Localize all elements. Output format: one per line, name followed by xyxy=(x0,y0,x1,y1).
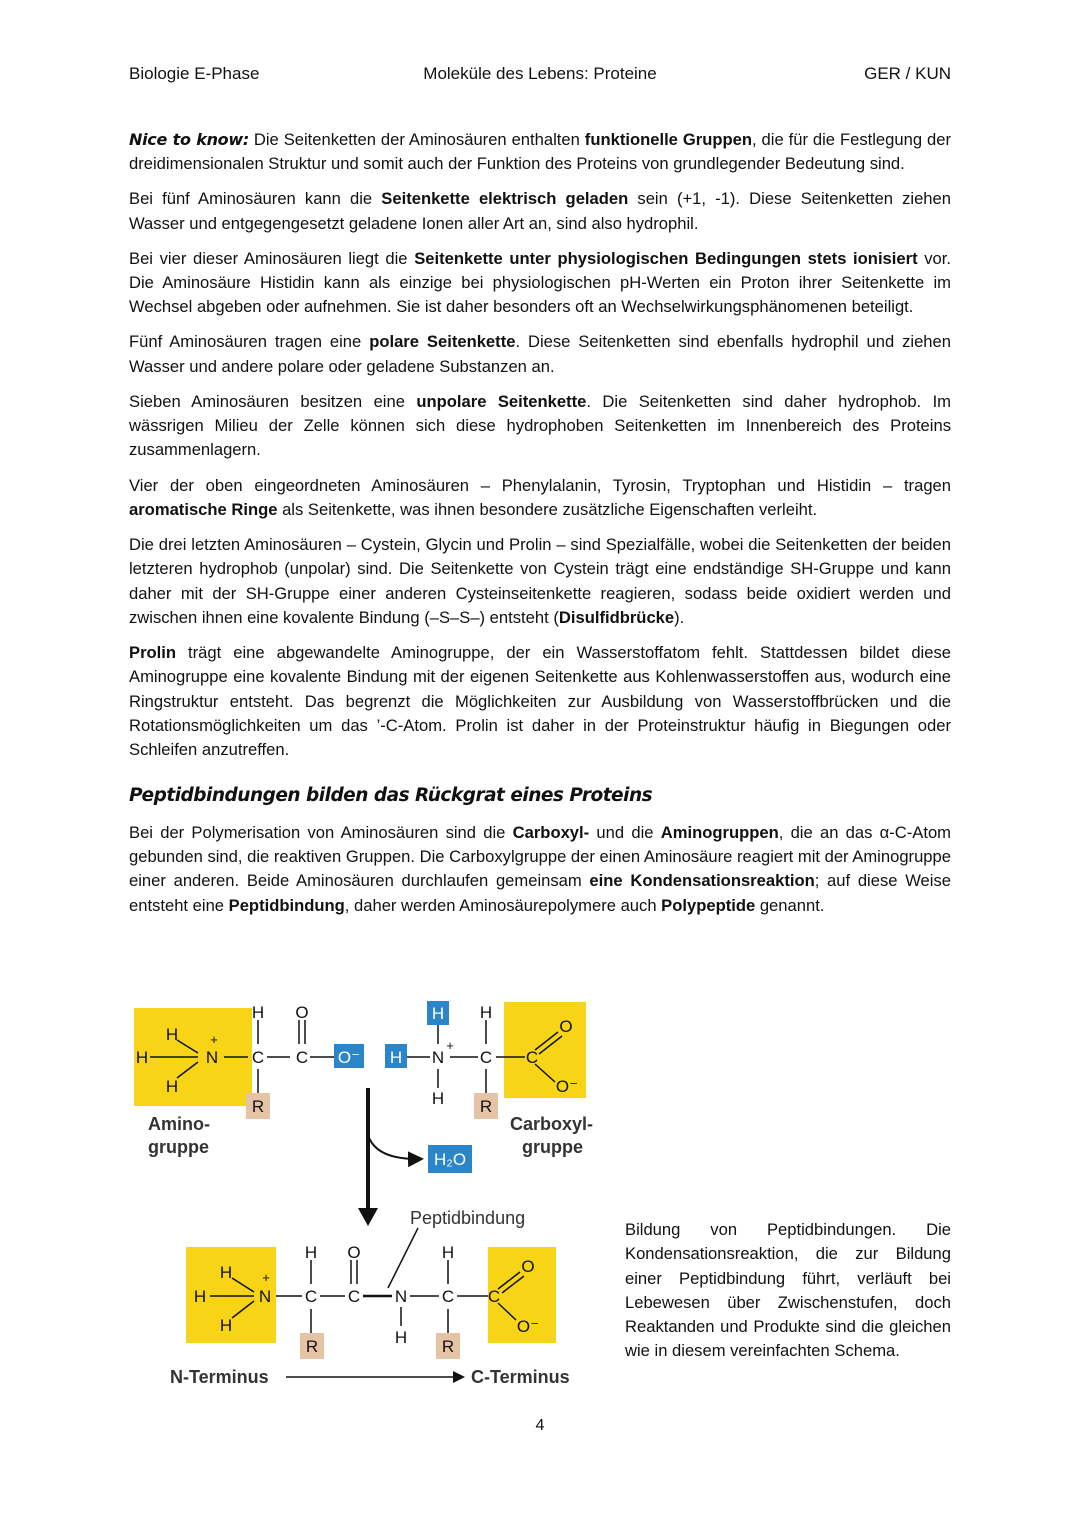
atom-h-nterm-bottom: H xyxy=(219,1316,233,1335)
paragraph-ionized: Bei vier dieser Aminosäuren liegt die Seitenkette unter physiologischen Bedingungen stets ionisiert vor. Die Aminosäure Histidin kann als einzige bei physiologischen pH-Werten ein Proton ihrer Seitenkette im Wechsel abgeben oder aufnehmen. Sie ist daher besonders oft an Wechselwirkungsphänomenen beteiligt. xyxy=(129,248,951,317)
atom-h-amino-left: H xyxy=(135,1048,149,1067)
peptide-diagram-svg xyxy=(130,1000,610,1400)
page-number: 4 xyxy=(535,1417,545,1434)
amino-label-line-1: Amino- xyxy=(148,1114,210,1134)
water-release-arrow xyxy=(368,1135,420,1159)
main-text xyxy=(129,128,951,929)
atom-h-nterm-top: H xyxy=(219,1263,233,1282)
atom-n-amino-2: N xyxy=(431,1048,445,1067)
n-terminus-label: N-Terminus xyxy=(170,1367,269,1387)
charge-plus-nterm: + xyxy=(262,1270,270,1285)
atom-h-amino-top: H xyxy=(165,1025,179,1044)
figure-caption: Bildung von Peptidbindungen. Die Kondensationsreaktion, die zur Bildung einer Peptidbindung führt, verläuft bei Lebewesen über Zwischenstufen, doch Reaktanden und Produkte sind die gleichen wie in diesem vereinfachten Schema. xyxy=(625,1220,951,1361)
paragraph-peptide-bond: Bei der Polymerisation von Aminosäuren sind die Carboxyl- und die Aminogruppen, die an das α-C-Atom gebunden sind, die reaktiven Gruppen. Die Carboxylgruppe der einen Aminosäure reagiert mit der Aminogruppe einer anderen. Beide Aminosäuren durchlaufen gemeinsam eine Kondensationsreaktion; auf diese Weise entsteht eine Peptidbindung, daher werden Aminosäurepolymere auch Polypeptide genannt. xyxy=(129,822,951,915)
atom-h-alpha-2: H xyxy=(479,1003,493,1022)
paragraph-aromatic: Vier der oben eingeordneten Aminosäuren – Phenylalanin, Tyrosin, Tryptophan und Histidin – tragen aromatische Ringe als Seitenkette, was ihnen besondere zusätzliche Eigenschaften verleiht. xyxy=(129,475,951,519)
paragraph-charged: Bei fünf Aminosäuren kann die Seitenkette elektrisch geladen sein (+1, -1). Diese Seitenketten ziehen Wasser und entgegengesetzt geladene Ionen aller Art an, sind also hydrophil. xyxy=(129,189,951,233)
atom-h-amino-bottom: H xyxy=(165,1077,179,1096)
atom-n-peptide: N xyxy=(394,1287,408,1306)
paragraph-polar: Fünf Aminosäuren tragen eine polare Seitenkette. Diese Seitenketten sind ebenfalls hydrophil und ziehen Wasser und andere polare oder geladene Substanzen an. xyxy=(129,332,951,376)
atom-h-peptide: H xyxy=(394,1328,408,1347)
atom-n-nterm: N xyxy=(258,1287,272,1306)
atom-o-cterm: O xyxy=(521,1257,535,1276)
paragraph-nice-to-know: Nice to know: Die Seitenketten der Aminosäuren enthalten funktionelle Gruppen, die für die Festlegung der dreidimensionalen Struktur und somit auch der Funktion des Proteins von grundlegender Bedeutung sind. xyxy=(129,130,951,174)
atom-c-alpha-3: C xyxy=(304,1287,318,1306)
atom-h-leaving-2: H xyxy=(431,1004,445,1023)
atom-h-alpha-1: H xyxy=(251,1003,265,1022)
atom-c-carbonyl-1: C xyxy=(295,1048,309,1067)
paragraph-proline: Prolin trägt eine abgewandelte Aminogruppe, der ein Wasserstoffatom fehlt. Stattdessen bildet diese Aminogruppe eine kovalente Bindung mit der eigenen Seitenkette aus Kohlenwasserstoffen aus, wodurch eine Ringstruktur entsteht. Das begrenzt die Möglichkeiten zur Ausbildung von Wasserstoffbrücken und die Rotationsmöglichkeiten um das ’-C-Atom. Prolin ist daher in der Proteinstruktur häufig in Biegungen oder Schleifen anzutreffen. xyxy=(129,642,951,760)
atom-r-3: R xyxy=(305,1337,319,1356)
atom-c-alpha-2: C xyxy=(479,1048,493,1067)
atom-r-1: R xyxy=(251,1097,265,1116)
peptide-bond-diagram xyxy=(130,1000,610,1400)
atom-h-alpha-3: H xyxy=(304,1243,318,1262)
atom-n-amino: N xyxy=(205,1048,219,1067)
paragraph-nonpolar: Sieben Aminosäuren besitzen eine unpolare Seitenkette. Die Seitenketten sind daher hydrophob. Im wässrigen Milieu der Zelle können sich diese hydrophoben Seitenketten im Innenbereich des Proteins zusammenlagern. xyxy=(129,391,952,460)
water-label: H₂O xyxy=(433,1150,467,1169)
atom-h-amino-2-bottom: H xyxy=(431,1089,445,1108)
atom-c-carboxyl-2: C xyxy=(525,1048,539,1067)
peptide-bond-pointer xyxy=(388,1228,418,1288)
peptide-bond-label: Peptidbindung xyxy=(410,1208,526,1228)
carboxyl-label-line-1: Carboxyl- xyxy=(510,1114,594,1134)
charge-plus-amino: + xyxy=(210,1032,218,1047)
atom-r-4: R xyxy=(441,1337,455,1356)
atom-o-peptide: O xyxy=(347,1243,361,1262)
header-topic: Moleküle des Lebens: Proteine xyxy=(423,64,657,83)
atom-h-nterm-left: H xyxy=(193,1287,207,1306)
nice-to-know-label: Nice to know: xyxy=(129,130,249,149)
atom-o-minus-leaving: O⁻ xyxy=(337,1048,361,1067)
atom-c-alpha-4: C xyxy=(441,1287,455,1306)
atom-r-2: R xyxy=(479,1097,493,1116)
c-terminus-label: C-Terminus xyxy=(471,1367,570,1387)
atom-h-leaving-1: H xyxy=(389,1048,403,1067)
atom-o-minus-cterm: O⁻ xyxy=(516,1317,540,1336)
amino-label-line-2: gruppe xyxy=(148,1137,209,1157)
atom-h-alpha-4: H xyxy=(441,1243,455,1262)
atom-c-peptide: C xyxy=(347,1287,361,1306)
header-authors: GER / KUN xyxy=(864,64,951,83)
section-heading: Peptidbindungen bilden das Rückgrat eines Proteins xyxy=(129,785,653,807)
atom-o-carboxyl-2: O xyxy=(559,1017,573,1036)
charge-plus-amino-2: + xyxy=(446,1038,454,1053)
reaction-arrow-head xyxy=(358,1208,378,1226)
atom-c-alpha-1: C xyxy=(251,1048,265,1067)
page-header xyxy=(129,64,951,90)
header-course: Biologie E-Phase xyxy=(129,64,260,83)
atom-c-cterm: C xyxy=(487,1287,501,1306)
paragraph-special-cases: Die drei letzten Aminosäuren – Cystein, Glycin und Prolin – sind Spezialfälle, wobei die Seitenketten der beiden letzteren hydrophob (unpolar) sind. Die Seitenkette von Cystein trägt eine endständige SH-Gruppe und kann daher mit der SH-Gruppe einer anderen Cysteinseitenkette reagieren, sodass beide oxidiert werden und zwischen ihnen eine kovalente Bindung (–S–S–) entsteht (Disulfidbrücke). xyxy=(129,534,951,627)
carboxyl-label-line-2: gruppe xyxy=(522,1137,583,1157)
atom-o-carbonyl-1: O xyxy=(295,1003,309,1022)
atom-o-minus-carboxyl-2: O⁻ xyxy=(555,1077,579,1096)
